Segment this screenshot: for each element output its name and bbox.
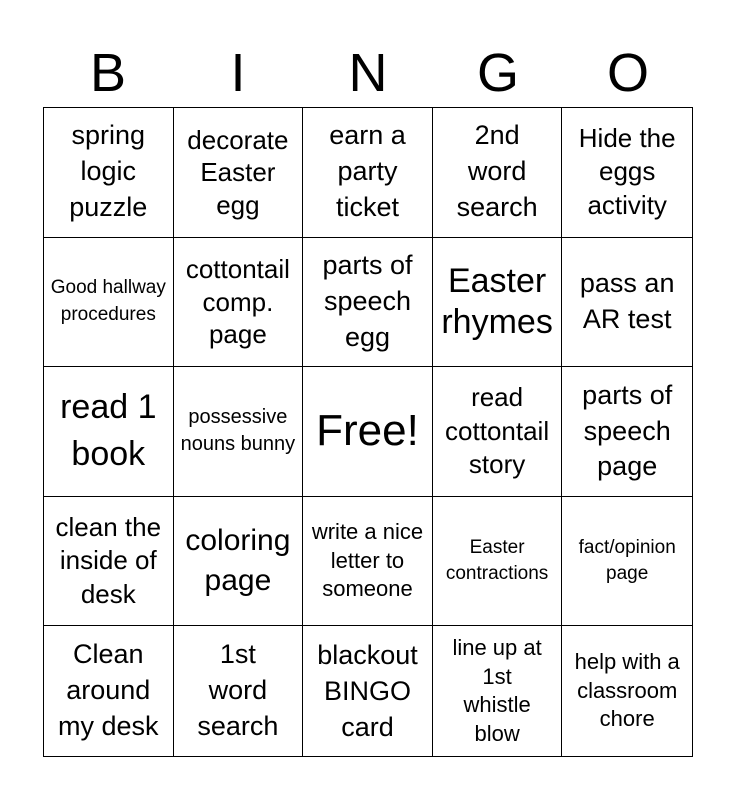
- header-letter-g: G: [476, 43, 519, 103]
- cell-label: read 1 book: [60, 387, 157, 474]
- cell-label: line up at 1st whistle blow: [452, 635, 542, 746]
- header-letter-n: N: [348, 43, 388, 103]
- bingo-cell-r3c2[interactable]: [174, 367, 304, 497]
- header-letter-o: O: [606, 43, 649, 103]
- header-letter-b: B: [89, 43, 127, 103]
- cell-label: possessive nouns bunny: [180, 406, 296, 456]
- header-letter-i: I: [230, 43, 246, 103]
- bingo-cell-r3c1[interactable]: [44, 367, 174, 497]
- bingo-cell-r3c4[interactable]: [433, 367, 563, 497]
- cell-label: read cottontail story: [445, 381, 550, 480]
- bingo-cell-r4c4[interactable]: [433, 497, 563, 627]
- bingo-cell-r4c3[interactable]: [303, 497, 433, 627]
- cell-label: Hide the eggs activity: [578, 122, 676, 221]
- bingo-cell-r3c5[interactable]: [562, 367, 692, 497]
- bingo-cell-r1c2[interactable]: [174, 108, 304, 238]
- bingo-cell-r4c1[interactable]: [44, 497, 174, 627]
- bingo-cell-r5c3[interactable]: [303, 626, 433, 756]
- bingo-cell-r3c3-free[interactable]: [303, 367, 433, 497]
- bingo-cell-r2c3[interactable]: [303, 238, 433, 368]
- cell-label: Easter rhymes: [441, 262, 553, 341]
- bingo-cell-r5c1[interactable]: [44, 626, 174, 756]
- bingo-cell-r1c3[interactable]: [303, 108, 433, 238]
- bingo-cell-r1c1[interactable]: [44, 108, 174, 238]
- cell-label: help with a classroom chore: [574, 649, 680, 732]
- cell-label: cottontail comp. page: [185, 254, 290, 350]
- cell-label: Good hallway procedures: [50, 277, 166, 325]
- bingo-header: [43, 38, 693, 108]
- cell-label: decorate Easter egg: [187, 124, 289, 220]
- cell-label: write a nice letter to someone: [311, 519, 424, 602]
- bingo-cell-r5c5[interactable]: [562, 626, 692, 756]
- bingo-cell-r2c5[interactable]: [562, 238, 692, 368]
- bingo-cell-r1c4[interactable]: [433, 108, 563, 238]
- cell-label: Free!: [316, 406, 419, 456]
- bingo-cell-r5c2[interactable]: [174, 626, 304, 756]
- cell-label: parts of speech egg: [322, 250, 413, 352]
- cell-label: fact/opinion page: [578, 536, 676, 585]
- cell-label: spring logic puzzle: [69, 120, 148, 223]
- bingo-cell-r1c5[interactable]: [562, 108, 692, 238]
- bingo-cell-r2c1[interactable]: [44, 238, 174, 368]
- cell-label: parts of speech page: [582, 379, 673, 482]
- cell-label: 2nd word search: [456, 120, 538, 223]
- bingo-cell-r2c4[interactable]: [433, 238, 563, 368]
- cell-label: Clean around my desk: [58, 639, 159, 742]
- bingo-cell-r4c2[interactable]: [174, 497, 304, 627]
- cell-label: 1st word search: [197, 639, 279, 742]
- cell-label: clean the inside of desk: [55, 512, 162, 609]
- bingo-cell-r2c2[interactable]: [174, 238, 304, 368]
- cell-label: coloring page: [185, 523, 291, 598]
- bingo-board: [43, 107, 693, 757]
- cell-label: pass an AR test: [579, 267, 675, 334]
- cell-label: earn a party ticket: [329, 120, 406, 223]
- bingo-cell-r5c4[interactable]: [433, 626, 563, 756]
- cell-label: Easter contractions: [445, 537, 549, 585]
- cell-label: blackout BINGO card: [317, 639, 418, 743]
- bingo-cell-r4c5[interactable]: [562, 497, 692, 627]
